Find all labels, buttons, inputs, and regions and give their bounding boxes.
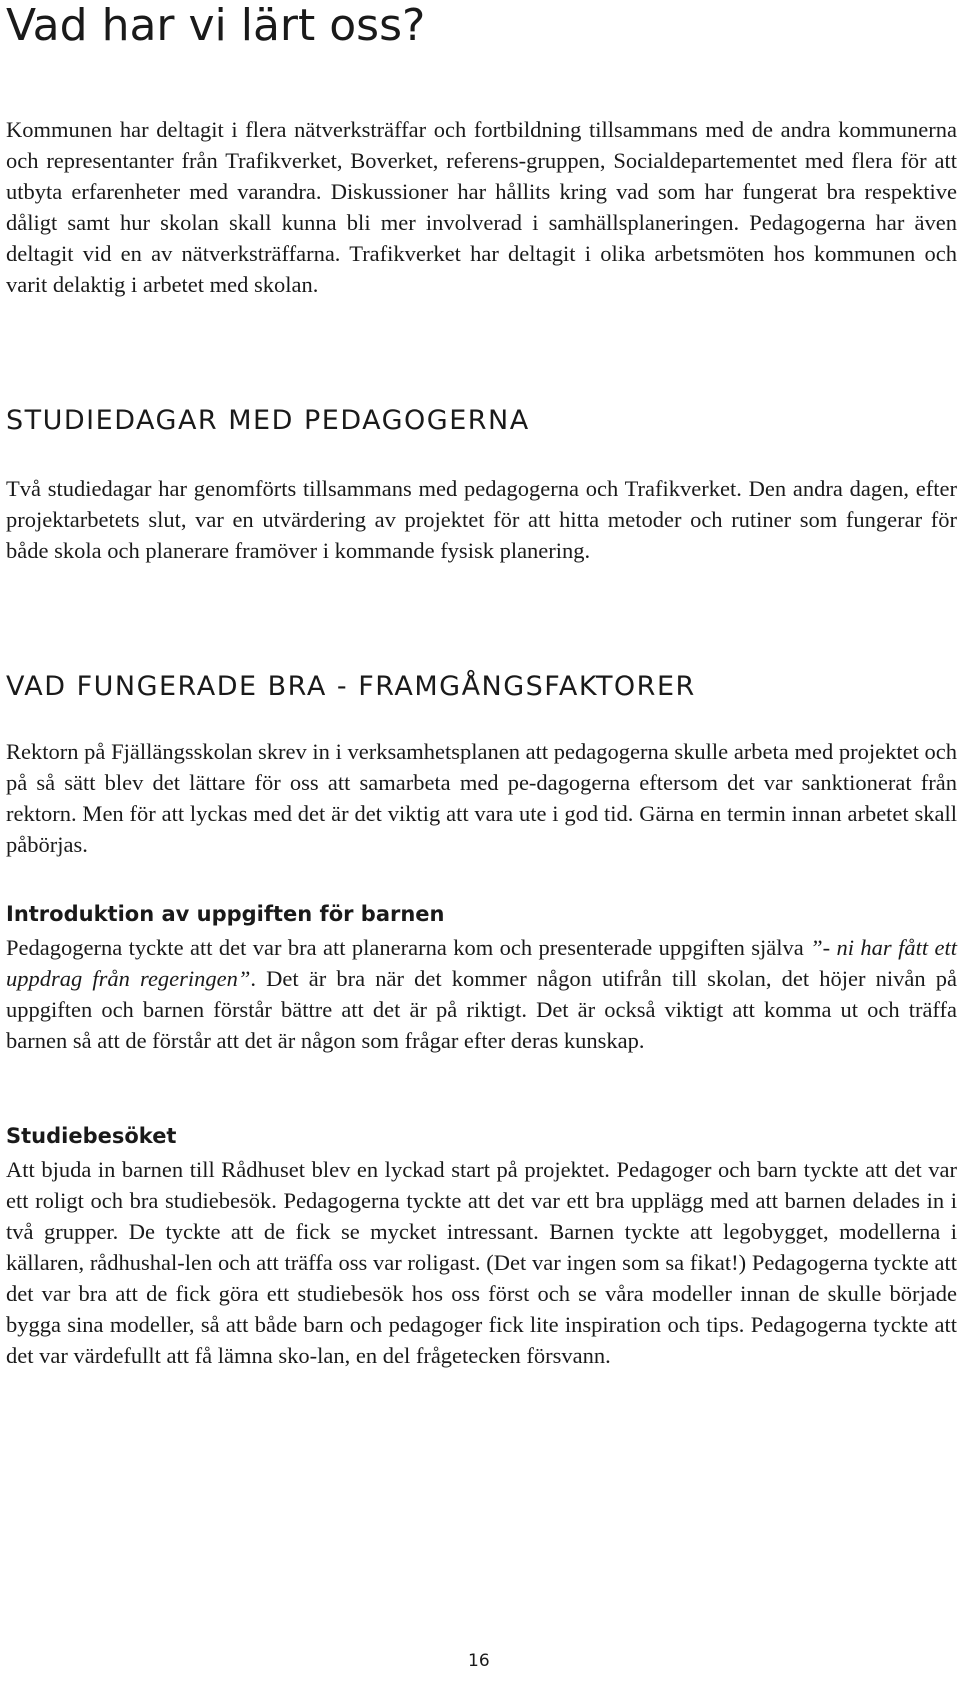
document-page — [6, 0, 957, 1689]
section-heading-framgangsfaktorer: VAD FUNGERADE BRA - FRAMGÅNGSFAKTORER — [6, 671, 696, 702]
introduktion-text-before: Pedagogerna tyckte att det var bra att planerarna kom och presenterade uppgiften själva — [6, 935, 811, 960]
introduktion-paragraph — [6, 932, 957, 1056]
framgang-paragraph: Rektorn på Fjällängsskolan skrev in i verksamhetsplanen att pedagogerna skulle arbeta med projektet och på så sätt blev det lättare för oss att samarbeta med pe-dagogerna eftersom det var sanktionerat från rektorn. Men för att lyckas med det är det viktig att vara ute i god tid. Gärna en termin innan arbetet skall påbörjas. — [6, 739, 957, 857]
subheading-introduktion: Introduktion av uppgiften för barnen — [6, 902, 445, 926]
studiedagar-paragraph: Två studiedagar har genomförts tillsammans med pedagogerna och Trafikverket. Den andra dagen, efter projektarbetets slut, var en utvärdering av projektet för att hitta metoder och rutiner som fungerar för både skola och planerare framöver i kommande fysisk planering. — [6, 476, 957, 563]
intro-paragraph: Kommunen har deltagit i flera nätverksträffar och fortbildning tillsammans med de andra kommunerna och representanter från Trafikverket, Boverket, referens-gruppen, Socialdepartementet med flera för att utbyta erfarenheter med varandra. Diskussioner har hållits kring vad som har fungerat bra respektive dåligt samt hur skolan skall kunna bli mer involverad i samhällsplaneringen. Pedagogerna har även deltagit vid en av nätverksträffarna. Trafikverket har deltagit i olika arbetsmöten hos kommunen och varit delaktig i arbetet med skolan. — [6, 117, 957, 297]
section-heading-studiedagar: STUDIEDAGAR MED PEDAGOGERNA — [6, 405, 530, 436]
page-title: Vad har vi lärt oss? — [6, 0, 426, 51]
page-number: 16 — [468, 1651, 490, 1671]
introduktion-text-after: . Det är bra när det kommer någon utifrån till skolan, det höjer nivån på uppgiften och barnen förstår bättre att det är på riktigt. Det är också viktigt att komma ut och träffa barnen så att de förstår att det är någon som frågar efter deras kunskap. — [6, 966, 957, 1053]
studiebesok-paragraph: Att bjuda in barnen till Rådhuset blev en lyckad start på projektet. Pedagoger och barn tyckte att det var ett roligt och bra studiebesök. Pedagogerna tyckte att det var ett bra upplägg med att barnen delades in i två grupper. De tyckte att de fick se mycket intressant. Barnen tyckte att legobygget, modellerna i källaren, rådhushal-len och att träffa oss var roligast. (Det var ingen som sa fikat!) Pedagogerna tyckte att det var bra att de fick göra ett studiebesök hos oss först och se våra modeller innan de skulle började bygga sina modeller, så att både barn och pedagoger fick lite inspiration och tips. Pedagogerna tyckte att det var värdefullt att få lämna sko-lan, en del frågetecken försvann. — [6, 1157, 957, 1368]
introduktion-quote: ”- ni har fått ett uppdrag från regeringen” — [6, 935, 957, 991]
subheading-studiebesoket: Studiebesöket — [6, 1124, 177, 1148]
